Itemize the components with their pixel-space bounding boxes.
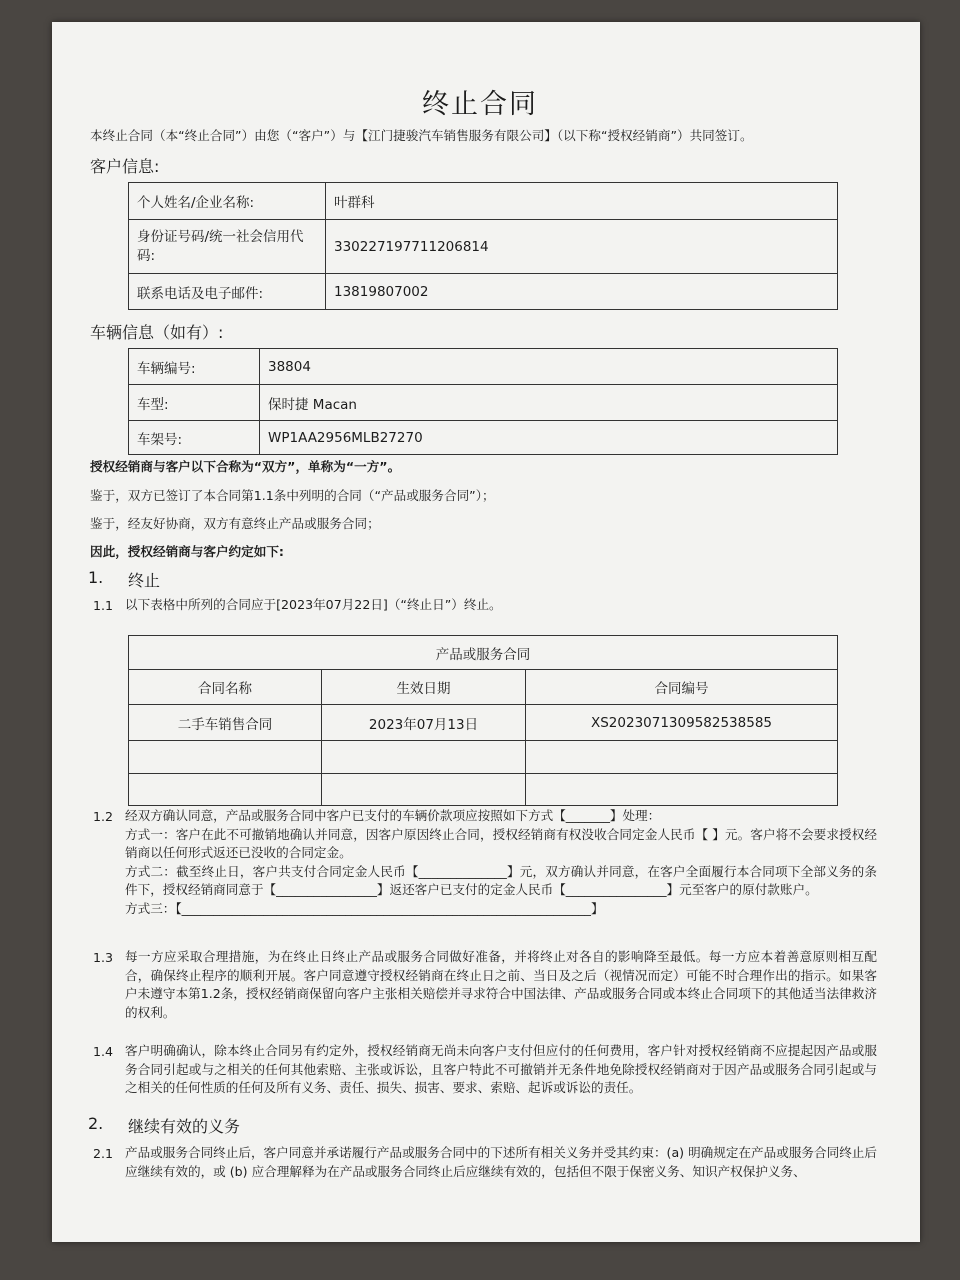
table-cell: 2023年07月13日 xyxy=(322,705,526,741)
table-row xyxy=(129,705,838,741)
table-caption-row xyxy=(129,636,838,670)
field-label: 联系电话及电子邮件: xyxy=(129,274,326,310)
field-value: 38804 xyxy=(260,349,838,385)
field-value: 叶群科 xyxy=(326,183,838,220)
intro-text: 本终止合同（本“终止合同”）由您（“客户”）与【江门捷骏汽车销售服务有限公司】（以下称“授权经销商”）共同签订。 xyxy=(90,128,753,143)
table-row xyxy=(129,774,838,806)
table-row xyxy=(129,385,838,421)
table-header-row xyxy=(129,670,838,705)
table-cell xyxy=(129,774,322,806)
table-cell: 二手车销售合同 xyxy=(129,705,322,741)
field-value: 330227197711206814 xyxy=(326,220,838,274)
customer-info-table xyxy=(128,182,838,310)
column-header: 合同编号 xyxy=(526,670,838,705)
clause-number: 1.2 xyxy=(93,809,114,824)
recital-parties: 授权经销商与客户以下合称为“双方”，单称为“一方”。 xyxy=(90,459,401,474)
table-row xyxy=(129,349,838,385)
field-label: 身份证号码/统一社会信用代码: xyxy=(129,220,326,274)
clause-1-1-text: 以下表格中所列的合同应于[2023年07月22日]（“终止日”）终止。 xyxy=(125,597,502,612)
table-row xyxy=(129,220,838,274)
recital-whereas-2: 鉴于，经友好协商，双方有意终止产品或服务合同； xyxy=(90,516,380,531)
column-header: 合同名称 xyxy=(129,670,322,705)
vehicle-info-table xyxy=(128,348,838,455)
clause-1-2-option-2: 方式二：截至终止日，客户共支付合同定金人民币【______________】元，双方确认并同意，在客户全面履行本合同项下全部义务的条件下，授权经销商同意于【________________】返还客户已支付的定金人民币【________________】元至客户的原付款账户。 xyxy=(125,863,877,897)
table-cell xyxy=(322,741,526,774)
field-value: WP1AA2956MLB27270 xyxy=(260,421,838,455)
section-2-title: 继续有效的义务 xyxy=(128,1117,241,1136)
table-row xyxy=(129,421,838,455)
field-value: 13819807002 xyxy=(326,274,838,310)
field-value: 保时捷 Macan xyxy=(260,385,838,421)
table-cell: XS2023071309582538585 xyxy=(526,705,838,741)
table-row xyxy=(129,274,838,310)
table-cell xyxy=(526,774,838,806)
clause-1-2-option-1: 方式一：客户在此不可撤销地确认并同意，因客户原因终止合同，授权经销商有权没收合同定金人民币【 】元。客户将不会要求授权经销商以任何形式返还已没收的合同定金。 xyxy=(125,826,877,860)
table-caption: 产品或服务合同 xyxy=(129,636,838,670)
section-1-title: 终止 xyxy=(128,571,161,590)
vehicle-section-title: 车辆信息（如有）: xyxy=(90,323,224,342)
clause-number: 1.1 xyxy=(93,598,114,613)
table-row xyxy=(129,741,838,774)
clause-2-1-text: 产品或服务合同终止后，客户同意并承诺履行产品或服务合同中的下述所有相关义务并受其约束：(a) 明确规定在产品或服务合同终止后应继续有效的，或 (b) 应合理解释为在产品或服务合同终止后应继续有效的，包括但不限于保密义务、知识产权保护义务、 xyxy=(125,1145,877,1179)
customer-section-title: 客户信息: xyxy=(90,157,160,176)
clause-number: 2.1 xyxy=(93,1146,114,1161)
contract-table xyxy=(128,635,838,806)
table-cell xyxy=(129,741,322,774)
column-header: 生效日期 xyxy=(322,670,526,705)
section-1-number: 1. xyxy=(88,568,104,587)
recital-therefore: 因此，授权经销商与客户约定如下: xyxy=(90,544,284,559)
clause-number: 1.4 xyxy=(93,1044,114,1059)
field-label: 车架号: xyxy=(129,421,260,455)
table-cell xyxy=(322,774,526,806)
section-2-number: 2. xyxy=(88,1114,104,1133)
clause-1-2-intro: 经双方确认同意，产品或服务合同中客户已支付的车辆价款项应按照如下方式【_______】处理： xyxy=(125,808,661,823)
clause-1-3-text: 每一方应采取合理措施，为在终止日终止产品或服务合同做好准备，并将终止对各自的影响降至最低。每一方应本着善意原则相互配合，确保终止程序的顺利开展。客户同意遵守授权经销商在终止日之前、当日及之后（视情况而定）可能不时合理作出的指示。如果客户未遵守本第1.2条，授权经销商保留向客户主张相关赔偿并寻求符合中国法律、产品或服务合同或本终止合同项下的其他适当法律救济的权利。 xyxy=(125,949,877,1020)
page-title: 终止合同 xyxy=(422,89,538,120)
field-label: 个人姓名/企业名称: xyxy=(129,183,326,220)
clause-1-2-option-3: 方式三：【_________________________________________________________________】 xyxy=(125,900,604,916)
table-cell xyxy=(526,741,838,774)
clause-1-2 xyxy=(125,807,877,918)
field-label: 车辆编号: xyxy=(129,349,260,385)
clause-1-4-text: 客户明确确认，除本终止合同另有约定外，授权经销商无尚未向客户支付但应付的任何费用，客户针对授权经销商不应提起因产品或服务合同引起或与之相关的任何其他索赔、主张或诉讼，且客户特此不可撤销并无条件地免除授权经销商对于因产品或服务合同引起或与之相关的任何性质的任何及所有义务、责任、损失、损害、要求、索赔、起诉或诉讼的责任。 xyxy=(125,1043,877,1095)
recital-whereas-1: 鉴于，双方已签订了本合同第1.1条中列明的合同（“产品或服务合同”）； xyxy=(90,488,495,503)
clause-number: 1.3 xyxy=(93,950,114,965)
field-label: 车型: xyxy=(129,385,260,421)
table-row xyxy=(129,183,838,220)
